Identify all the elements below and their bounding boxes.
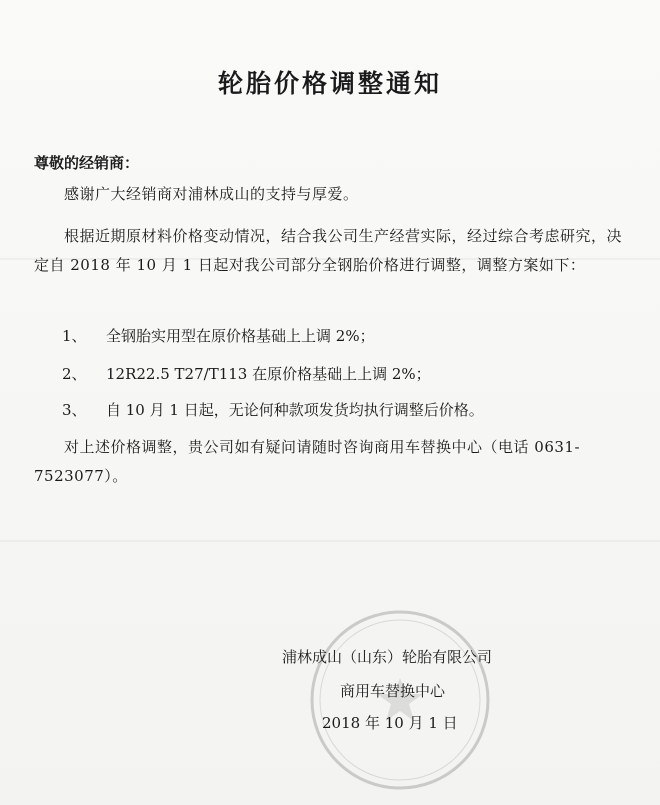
thanks-paragraph: 感谢广大经销商对浦林成山的支持与厚爱。 — [64, 185, 359, 203]
list-item-text: 自 10 月 1 日起，无论何种款项发货均执行调整后价格。 — [106, 401, 484, 419]
salutation: 尊敬的经销商： — [34, 154, 140, 172]
adjustment-paragraph: 根据近期原材料价格变动情况，结合我公司生产经营实际，经过综合考虑研究，决定自 2018 年 10 月 1 日起对我公司部分全钢胎价格进行调整，调整方案如下： — [34, 227, 623, 274]
list-item-text: 12R22.5 T27/T113 在原价格基础上上调 2%； — [106, 365, 431, 383]
list-item — [62, 364, 431, 384]
list-item — [62, 400, 484, 420]
list-item — [62, 326, 375, 346]
list-item-number: 1、 — [62, 327, 87, 345]
signature-date: 2018 年 10 月 1 日 — [322, 714, 458, 732]
signature-company: 浦林成山（山东）轮胎有限公司 — [282, 648, 493, 666]
document-title: 轮胎价格调整通知 — [217, 69, 442, 98]
list-item-number: 3、 — [62, 401, 87, 419]
scan-artifact — [0, 540, 660, 542]
list-item-number: 2、 — [62, 365, 87, 383]
closing-paragraph: 对上述价格调整，贵公司如有疑问请随时咨询商用车替换中心（电话 0631-7523077）。 — [34, 438, 581, 485]
signature-department: 商用车替换中心 — [340, 682, 446, 700]
list-item-text: 全钢胎实用型在原价格基础上上调 2%； — [106, 327, 375, 345]
